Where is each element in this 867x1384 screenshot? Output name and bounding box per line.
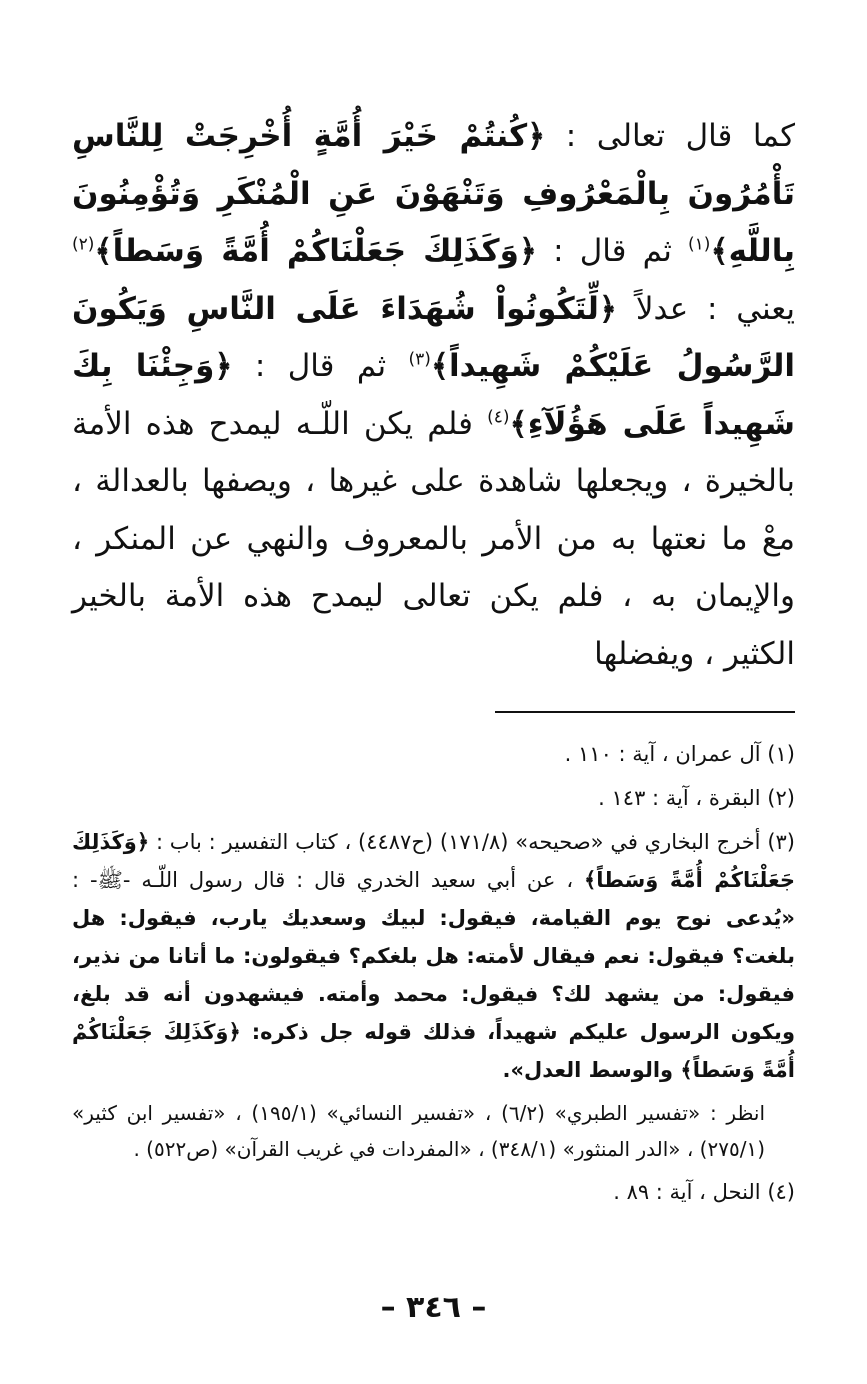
text-segment: ثم قال : [537,233,689,269]
hadith-text: «يُدعى نوح يوم القيامة، فيقول: لبيك وسعديك يارب، فيقول: هل بلغت؟ فيقول: نعم فيقال لأمته: هل بلغكم؟ فيقولون: ما أتانا من نذير، فيقول: من يشهد لك؟ فيقول: محمد وأمته. فيشهدون أنه قد بلغ، ويكون الرسول عليكم شهيداً، فذلك قوله جل ذكره: ﴿وَكَذَلِكَ جَعَلْنَاكُمْ أُمَّةً وَسَطاً﴾ والوسط العدل». [72,906,795,1082]
page-number: – ٣٤٦ – [380,1290,487,1325]
footnote-2: (٢) البقرة ، آية : ١٤٣ . [598,786,795,810]
quran-verse: ﴿لِّتَكُونُواْ شُهَدَاءَ عَلَى النَّاسِ وَيَكُونَ الرَّسُولُ عَلَيْكُمْ شَهِيداً﴾ [72,290,795,384]
quran-verse: ﴿وَجِئْنَا بِكَ شَهِيداً عَلَى هَؤُلَآءِ﴾ [72,348,795,442]
quran-verse: ﴿وَكَذَلِكَ جَعَلْنَاكُمْ أُمَّةً وَسَطاً﴾ [72,830,795,892]
footnote-3-mid: ، عن أبي سعيد الخدري قال : قال رسول اللّـه -ﷺ- : [72,868,584,892]
footnote-3-intro: (٣) أخرج البخاري في «صحيحه» (١٧١/٨) (ح٤٤٨٧) ، كتاب التفسير : باب : [149,830,795,854]
quran-verse: ﴿وَكَذَلِكَ جَعَلْنَاكُمْ أُمَّةً وَسَطاً﴾ [94,233,537,269]
text-segment: يعني : عدلاً [617,290,795,327]
text-segment: ثم قال : [232,348,409,384]
footnote-1: (١) آل عمران ، آية : ١١٠ . [564,742,795,766]
footnote-ref: (٤) [487,407,510,428]
footnote-4: (٤) النحل ، آية : ٨٩ . [613,1180,795,1204]
quran-verse: ﴿كُنتُمْ خَيْرَ أُمَّةٍ أُخْرِجَتْ لِلنَّاسِ تَأْمُرُونَ بِالْمَعْرُوفِ وَتَنْهَوْنَ عَنِ الْمُنْكَرِ وَتُؤْمِنُونَ بِاللَّهِ﴾ [72,118,795,269]
footnote-3 [72,823,795,1089]
main-text [72,108,795,683]
footnote-divider [495,711,795,713]
footnote-ref: (٣) [408,349,431,370]
text-segment: كما قال تعالى : [545,118,795,154]
text-segment: فلم يكن اللّـه ليمدح هذه الأمة بالخيرة ، ويجعلها شاهدة على غيرها ، ويصفها بالعدالة ، معْ ما نعتها به من الأمر بالمعروف والنهي عن المنكر ، والإيمان به ، فلم يكن تعالى ليمدح هذه الأمة بالخير الكثير ، ويفضلها [72,405,795,672]
footnotes [72,735,795,1211]
footnote-3-references: انظر : «تفسير الطبري» (٦/٢) ، «تفسير النسائي» (١٩٥/١) ، «تفسير ابن كثير» (٢٧٥/١) ، «الدر المنثور» (٣٤٨/١) ، «المفردات في غريب القرآن» (ص٥٢٢) . [72,1101,765,1161]
footnote-ref: (١) [688,234,711,255]
footnote-ref: (٢) [72,234,95,255]
